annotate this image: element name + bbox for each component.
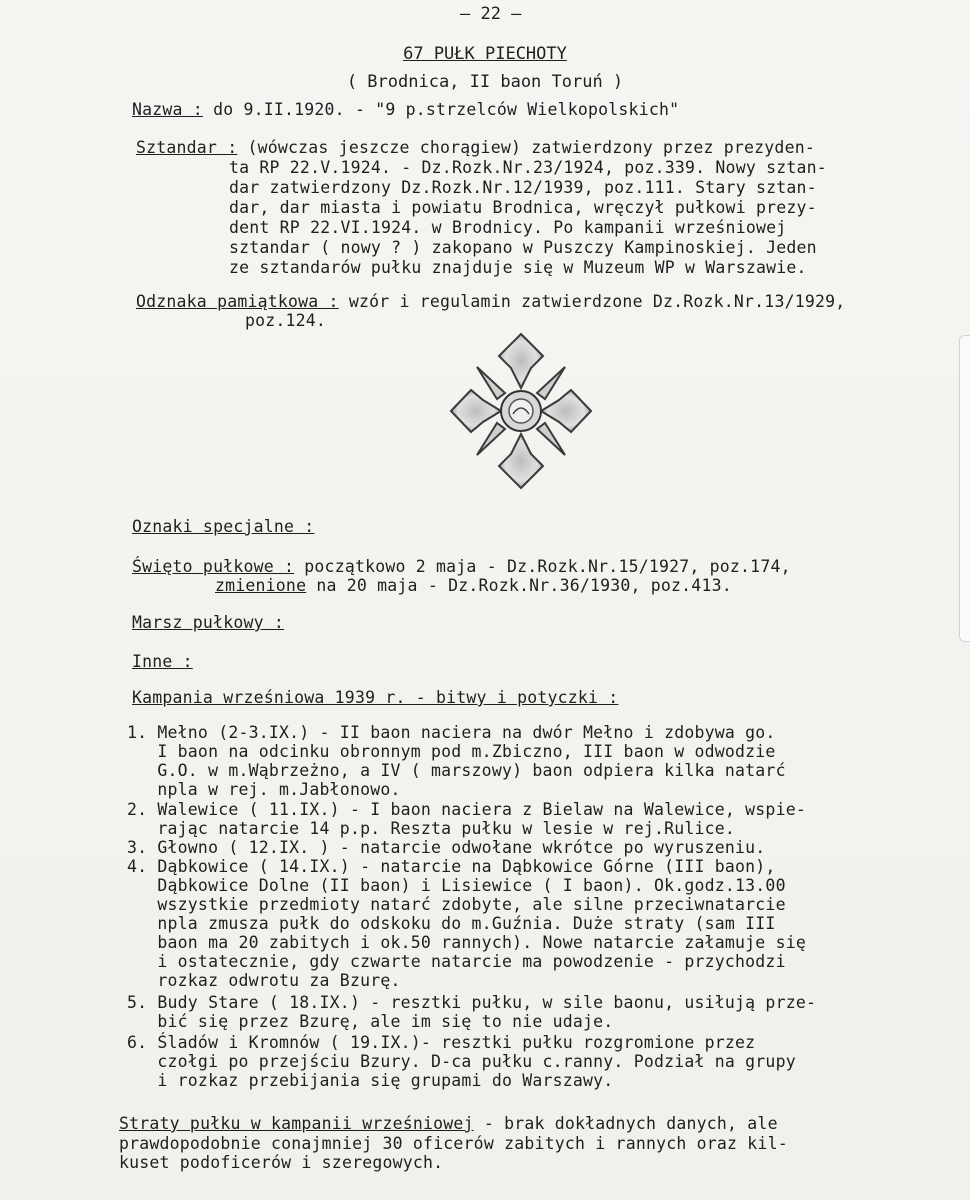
- kampania-item-line: 6. Śladów i Kromnów ( 19.IX.)- resztki pułku rozgromione przez: [127, 1033, 756, 1052]
- kampania-item-line: i rozkaz przebijania się grupami do Warszawy.: [127, 1071, 614, 1090]
- marsz-label: Marsz pułkowy :: [132, 613, 285, 632]
- kampania-line: [132, 688, 618, 707]
- kampania-label: Kampania wrześniowa 1939 r. - bitwy i potyczki :: [132, 688, 619, 707]
- page-number: – 22 –: [460, 4, 522, 24]
- kampania-item-line: i ostatecznie, gdy czwarte natarcie ma powodzenie - przychodzi: [127, 952, 786, 971]
- sztandar-label: Sztandar :: [136, 138, 238, 157]
- regimental-badge-image: [447, 330, 595, 492]
- sztandar-first: (wówczas jeszcze chorągiew) zatwierdzony przez prezyden-: [237, 138, 815, 157]
- oznaki-line: [132, 517, 314, 536]
- odznaka-first: wzór i regulamin zatwierdzone Dz.Rozk.Nr.13/1929,: [338, 292, 846, 311]
- odznaka-line-1: poz.124.: [245, 311, 327, 330]
- sztandar-line-0: [136, 138, 815, 157]
- nazwa-label: Nazwa :: [132, 100, 203, 119]
- straty-label: Straty pułku w kampanii wrześniowej: [119, 1114, 474, 1133]
- odznaka-label: Odznaka pamiątkowa :: [136, 292, 339, 311]
- oznaki-label: Oznaki specjalne :: [132, 517, 315, 536]
- sztandar-line-2: dar zatwierdzony Dz.Rozk.Nr.12/1939, poz.111. Stary sztan-: [229, 178, 817, 197]
- kampania-item-line: 2. Walewice ( 11.IX.) - I baon naciera z Bielaw na Walewice, wspie-: [127, 800, 806, 819]
- sztandar-line-3: dar, dar miasta i powiatu Brodnica, wręczył pułkowi prezy-: [229, 198, 817, 217]
- straty-line-0: [119, 1114, 778, 1133]
- kampania-item-line: 5. Budy Stare ( 18.IX.) - resztki pułku, w sile baonu, usiłują prze-: [127, 993, 817, 1012]
- sztandar-line-5: sztandar ( nowy ? ) zakopano w Puszczy Kampinoskiej. Jeden: [229, 238, 817, 257]
- sztandar-line-6: ze sztandarów pułku znajduje się w Muzeum WP w Warszawie.: [229, 258, 807, 277]
- kampania-item-line: npla zmusza pułk do odskoku do m.Guźnia. Duże straty (sam III: [127, 914, 776, 933]
- swieto-first: początkowo 2 maja - Dz.Rozk.Nr.15/1927, poz.174,: [294, 557, 791, 576]
- page-subtitle: ( Brodnica, II baon Toruń ): [346, 72, 624, 92]
- kampania-item-line: npla w rej. m.Jabłonowo.: [127, 780, 401, 799]
- nazwa-text: do 9.II.1920. - "9 p.strzelców Wielkopolskich": [202, 100, 680, 119]
- kampania-item-line: rając natarcie 14 p.p. Reszta pułku w lesie w rej.Rulice.: [127, 819, 736, 838]
- swieto-label: Święto pułkowe :: [132, 557, 295, 576]
- kampania-item-line: 1. Mełno (2-3.IX.) - II baon naciera na dwór Mełno i zdobywa go.: [127, 723, 776, 742]
- kampania-item-line: rozkaz odwrotu za Bzurę.: [127, 971, 401, 990]
- kampania-item-line: czołgi po przejściu Bzury. D-ca pułku c.ranny. Podział na grupy: [127, 1052, 796, 1071]
- inne-label: Inne :: [132, 652, 193, 671]
- kampania-item-line: G.O. w m.Wąbrzeżno, a IV ( marszowy) baon odpiera kilka natarć: [127, 761, 786, 780]
- regiment-name: 67 PUŁK PIECHOTY: [403, 44, 567, 64]
- straty-line-1: prawdopodobnie conajmniej 30 oficerów zabitych i rannych oraz kil-: [119, 1134, 788, 1153]
- swieto-second-label: zmienione: [215, 576, 307, 595]
- kampania-item-line: 3. Głowno ( 12.IX. ) - natarcie odwołane wkrótce po wyruszeniu.: [127, 838, 766, 857]
- swieto-line-0: [132, 557, 791, 576]
- odznaka-line-0: [136, 292, 845, 311]
- page-title: [0, 44, 970, 64]
- kampania-item-line: Dąbkowice Dolne (II baon) i Lisiewice ( I baon). Ok.godz.13.00: [127, 876, 786, 895]
- kampania-item-line: bić się przez Bzurę, ale im się to nie udaje.: [127, 1012, 614, 1031]
- inne-line: [132, 652, 193, 671]
- straty-line-2: kuset podoficerów i szeregowych.: [119, 1153, 444, 1172]
- sztandar-line-1: ta RP 22.V.1924. - Dz.Rozk.Nr.23/1924, poz.339. Nowy sztan-: [229, 158, 827, 177]
- kampania-item-line: 4. Dąbkowice ( 14.IX.) - natarcie na Dąbkowice Górne (III baon),: [127, 857, 776, 876]
- kampania-item-line: wszystkie przedmioty natarć zdobyte, ale silne przeciwnatarcie: [127, 895, 786, 914]
- straty-first: - brak dokładnych danych, ale: [473, 1114, 778, 1133]
- nazwa-line: [132, 100, 679, 119]
- sztandar-line-4: dent RP 22.VI.1924. w Brodnicy. Po kampanii wrześniowej: [229, 218, 787, 237]
- swieto-line-1: [215, 576, 732, 595]
- swieto-second: na 20 maja - Dz.Rozk.Nr.36/1930, poz.413.: [306, 576, 732, 595]
- kampania-item-line: baon ma 20 zabitych i ok.50 rannych). Nowe natarcie załamuje się: [127, 933, 806, 952]
- marsz-line: [132, 613, 284, 632]
- side-scroll-tab[interactable]: [959, 335, 970, 642]
- kampania-item-line: I baon na odcinku obronnym pod m.Zbiczno, III baon w odwodzie: [127, 742, 776, 761]
